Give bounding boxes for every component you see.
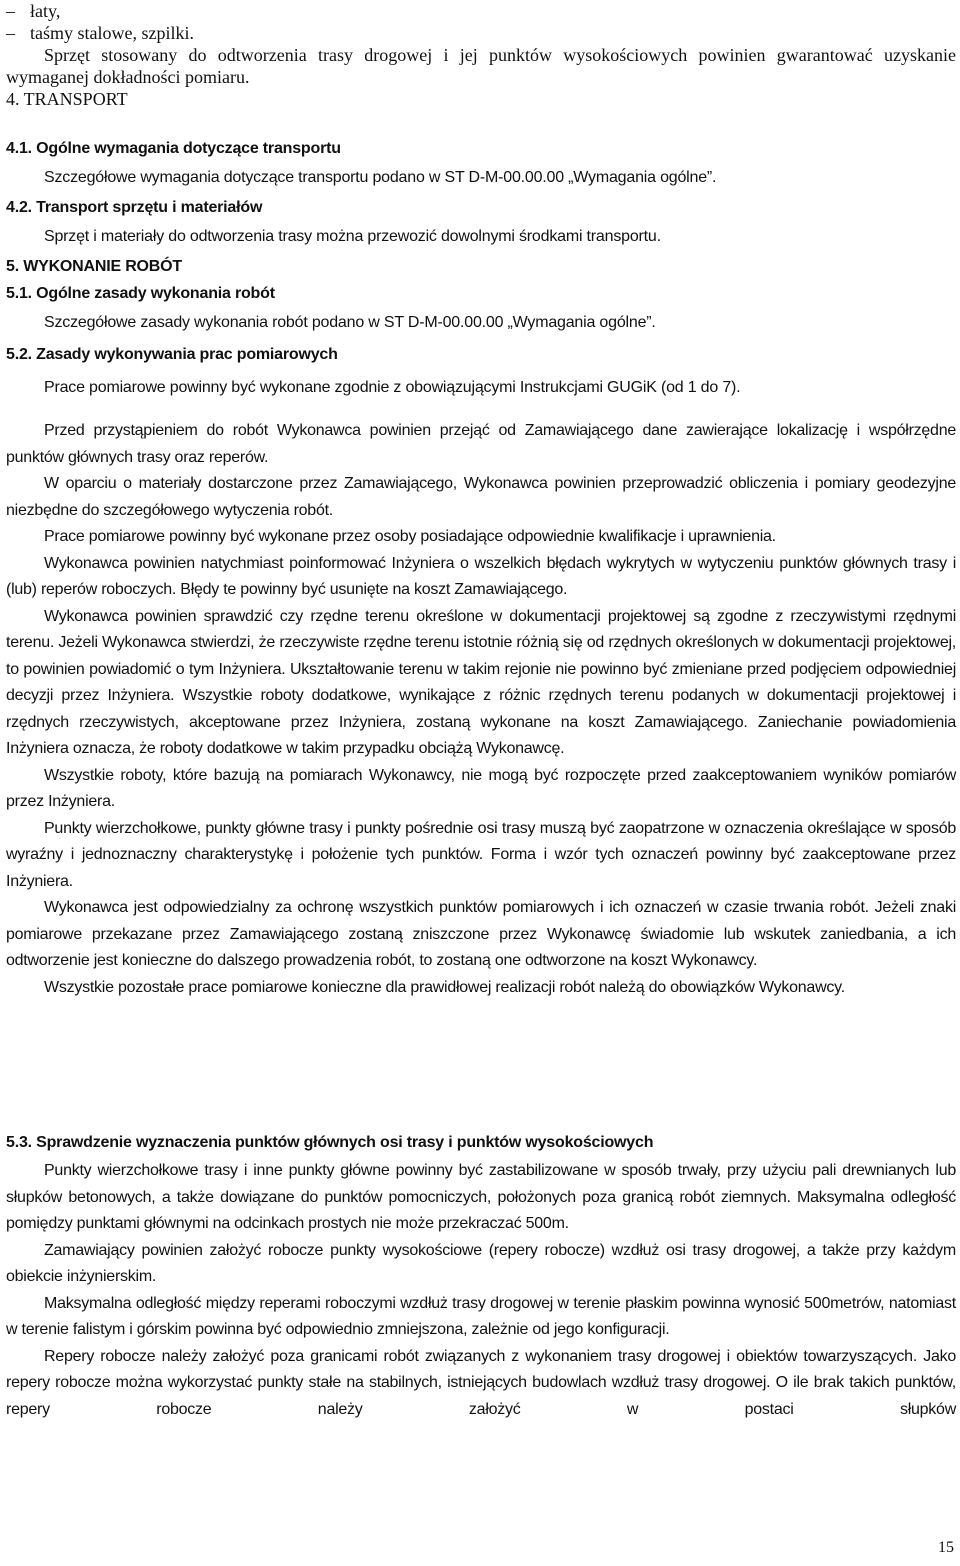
equipment-note: Sprzęt stosowany do odtworzenia trasy drogowej i jej punktów wysokościowych powinien gwarantować uzyskanie wymaganej dokładności pomiaru. bbox=[6, 45, 956, 87]
section-5-2-body bbox=[6, 418, 956, 1001]
section-5-3-heading: 5.3. Sprawdzenie wyznaczenia punktów głównych osi trasy i punktów wysokościowych bbox=[6, 1134, 654, 1151]
section-4-2-text: Sprzęt i materiały do odtworzenia trasy można przewozić dowolnymi środkami transportu. bbox=[44, 228, 661, 245]
section-5-2-intro: Prace pomiarowe powinny być wykonane zgodnie z obowiązującymi Instrukcjami GUGiK (od 1 do 7). bbox=[44, 379, 741, 396]
paragraph: Przed przystąpieniem do robót Wykonawca powinien przejąć od Zamawiającego dane zawierające lokalizację i współrzędne punktów głównych trasy oraz reperów. bbox=[6, 422, 956, 466]
page-number: 15 bbox=[938, 1539, 954, 1556]
paragraph: Wykonawca powinien natychmiast poinformować Inżyniera o wszelkich błędach wykrytych w wytyczeniu punktów głównych trasy i (lub) reperów roboczych. Błędy te powinny być usunięte na koszt Zamawiającego. bbox=[6, 554, 956, 598]
paragraph: Wykonawca powinien sprawdzić czy rzędne terenu określone w dokumentacji projektowej są zgodne z rzeczywistymi rzędnymi terenu. Jeżeli Wykonawca stwierdzi, że rzeczywiste rzędne terenu istotnie różnią się od rzędnych określonych w dokumentacji projektowej, to powinien powiadomić o tym Inżyniera. Ukształtowanie terenu w takim rejonie nie powinno być zmieniane przed podjęciem odpowiedniej decyzji przez Inżyniera. Wszystkie roboty dodatkowe, wynikające z różnic rzędnych terenu podanych w dokumentacji projektowej i rzędnych rzeczywistych, akceptowane przez Inżyniera, zostaną wykonane na koszt Zamawiającego. Zaniechanie powiadomienia Inżyniera oznacza, że roboty dodatkowe w takim przypadku obciążą Wykonawcę. bbox=[6, 607, 956, 757]
section-4-2-heading: 4.2. Transport sprzętu i materiałów bbox=[6, 199, 263, 216]
section-4-1-text: Szczegółowe wymagania dotyczące transportu podano w ST D-M-00.00.00 „Wymagania ogólne”. bbox=[44, 169, 717, 186]
section-5-heading: 5. WYKONANIE ROBÓT bbox=[6, 258, 182, 275]
paragraph: Zamawiający powinien założyć robocze punkty wysokościowe (repery robocze) wzdłuż osi trasy drogowej, a także przy każdym obiekcie inżynierskim. bbox=[6, 1241, 956, 1285]
paragraph: W oparciu o materiały dostarczone przez Zamawiającego, Wykonawca powinien przeprowadzić obliczenia i pomiary geodezyjne niezbędne do szczegółowego wytyczenia robót. bbox=[6, 475, 956, 519]
section-5-1-text: Szczegółowe zasady wykonania robót podano w ST D-M-00.00.00 „Wymagania ogólne”. bbox=[44, 314, 656, 331]
section-4-1-heading: 4.1. Ogólne wymagania dotyczące transportu bbox=[6, 140, 341, 157]
paragraph: Wszystkie pozostałe prace pomiarowe konieczne dla prawidłowej realizacji robót należą do obowiązków Wykonawcy. bbox=[44, 978, 845, 996]
paragraph: Repery robocze należy założyć poza granicami robót związanych z wykonaniem trasy drogowej i obiektów towarzyszących. Jako repery robocze można wykorzystać punkty stałe na stabilnych, istniejących budowlach wzdłuż trasy drogowej. O ile brak takich punktów, repery robocze należy założyć w postaci słupków bbox=[6, 1347, 956, 1418]
paragraph: Wszystkie roboty, które bazują na pomiarach Wykonawcy, nie mogą być rozpoczęte przed zaakceptowaniem wyników pomiarów przez Inżyniera. bbox=[6, 766, 956, 810]
list-item: – taśmy stalowe, szpilki. bbox=[6, 22, 956, 44]
list-item: – łaty, bbox=[6, 0, 956, 22]
section-5-3 bbox=[6, 1128, 956, 1423]
section-4-heading: 4. TRANSPORT bbox=[6, 89, 128, 109]
section-5-2-heading: 5.2. Zasady wykonywania prac pomiarowych bbox=[6, 346, 338, 363]
paragraph: Wykonawca jest odpowiedzialny za ochronę wszystkich punktów pomiarowych i ich oznaczeń w czasie trwania robót. Jeżeli znaki pomiarowe przekazane przez Zamawiającego zostaną zniszczone przez Wykonawcę świadomie lub wskutek zaniedbania, a ich odtworzenie jest konieczne do dalszego prowadzenia robót, to zostaną one odtworzone na koszt Wykonawcy. bbox=[6, 899, 956, 969]
paragraph: Punkty wierzchołkowe trasy i inne punkty główne powinny być zastabilizowane w sposób trwały, przy użyciu pali drewnianych lub słupków betonowych, a także dowiązane do punktów pomocniczych, położonych poza granicą robót ziemnych. Maksymalna odległość pomiędzy punktami głównymi na odcinkach prostych nie może przekraczać 500m. bbox=[6, 1162, 956, 1232]
paragraph: Prace pomiarowe powinny być wykonane przez osoby posiadające odpowiednie kwalifikacje i uprawnienia. bbox=[44, 528, 776, 545]
paragraph: Punkty wierzchołkowe, punkty główne trasy i punkty pośrednie osi trasy muszą być zaopatrzone w oznaczenia określające w sposób wyraźny i jednoznaczny charakterystykę i położenie tych punktów. Forma i wzór tych oznaczeń powinny być zaakceptowane przez Inżyniera. bbox=[6, 819, 956, 890]
section-5-1-heading: 5.1. Ogólne zasady wykonania robót bbox=[6, 285, 275, 302]
paragraph: Maksymalna odległość między reperami roboczymi wzdłuż trasy drogowej w terenie płaskim powinna wynosić 500metrów, natomiast w terenie falistym i górskim powinna być odpowiednio zmniejszona, zależnie od jego konfiguracji. bbox=[6, 1294, 956, 1338]
